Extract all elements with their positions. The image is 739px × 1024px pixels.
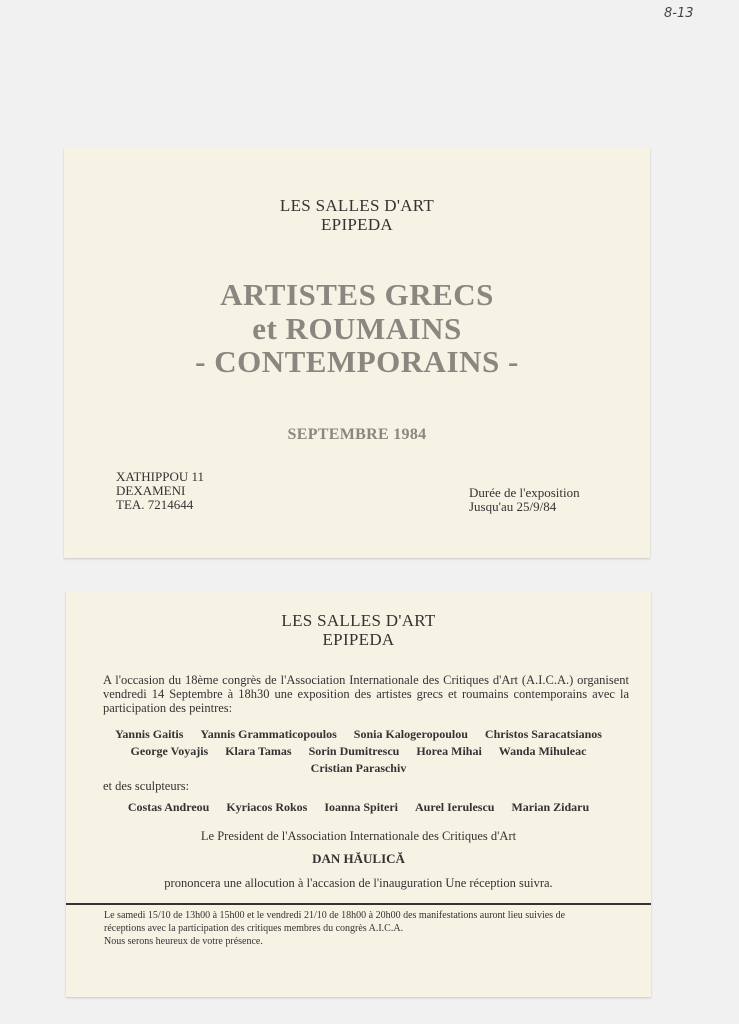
artist-name: George Voyajis <box>130 744 209 758</box>
exhibition-title-line-2: et ROUMAINS <box>252 311 462 346</box>
handwritten-page-number: 8-13 <box>664 6 694 21</box>
artist-name: Klara Tamas <box>225 744 292 758</box>
artist-name: Marian Zidaru <box>511 800 590 814</box>
president-name: DAN HĂULICĂ <box>312 851 405 866</box>
intro-paragraph: A l'occasion du 18ème congrès de l'Association Internationale des Critiques d'Art (A.I.C.A.) organisent vendredi 14 Septembre à 18h30 une exposition des artistes grecs et roumains contemporains avec la participation des peintres: <box>103 673 629 715</box>
sculptors-label: et des sculpteurs: <box>103 779 190 793</box>
invitation-card-front <box>64 148 650 558</box>
sculptors-row <box>66 799 651 815</box>
address-phone: TEA. 7214644 <box>116 497 194 512</box>
artist-name: Yannis Grammaticopoulos <box>200 727 337 741</box>
artist-name: Yannis Gaitis <box>115 727 184 741</box>
divider-line <box>66 903 651 905</box>
artist-name: Ioanna Spiteri <box>324 800 399 814</box>
exhibition-duration <box>469 486 580 514</box>
artist-name: Wanda Mihuleac <box>498 744 587 758</box>
venue-subname: EPIPEDA <box>321 215 393 234</box>
exhibition-title-line-3: - CONTEMPORAINS - <box>195 344 519 379</box>
painters-row-1 <box>66 726 651 742</box>
artist-name: Costas Andreou <box>127 800 210 814</box>
exhibition-title-line-1: ARTISTES GRECS <box>220 277 494 312</box>
invitation-card-details <box>66 591 651 997</box>
address-street: XATHIPPOU 11 <box>116 469 204 484</box>
duration-until: Jusqu'au 25/9/84 <box>469 499 557 514</box>
speech-line: prononcera une allocution à l'accasion de l'inauguration Une réception suivra. <box>164 876 553 890</box>
artist-name: Sonia Kalogeropoulou <box>353 727 468 741</box>
duration-label: Durée de l'exposition <box>469 485 580 500</box>
artist-name: Kyriacos Rokos <box>226 800 308 814</box>
gallery-address <box>116 470 204 512</box>
venue-name: LES SALLES D'ART <box>281 611 436 630</box>
footer-line-3: Nous serons heureux de votre présence. <box>104 936 263 947</box>
venue-subname: EPIPEDA <box>322 630 395 649</box>
president-line: Le President de l'Association Internationale des Critiques d'Art <box>200 829 517 843</box>
painters-row-2 <box>66 743 651 759</box>
venue-name: LES SALLES D'ART <box>279 196 435 215</box>
footer-note <box>104 909 631 948</box>
artist-name: Sorin Dumitrescu <box>308 744 400 758</box>
artist-name: Cristian Paraschiv <box>310 761 407 775</box>
artist-name: Christos Saracatsianos <box>484 727 602 741</box>
artist-name: Aurel Ierulescu <box>415 800 495 814</box>
artist-name: Horea Mihai <box>416 744 482 758</box>
footer-line-2: réceptions avec la participation des critiques membres du congrès A.I.C.A. <box>104 923 404 934</box>
painters-row-3 <box>66 760 651 776</box>
address-district: DEXAMENI <box>116 483 186 498</box>
footer-line-1: Le samedi 15/10 de 13h00 à 15h00 et le vendredi 21/10 de 18h00 à 20h00 des manifestations auront lieu suivies de <box>104 910 566 921</box>
exhibition-date: SEPTEMBRE 1984 <box>287 426 427 443</box>
